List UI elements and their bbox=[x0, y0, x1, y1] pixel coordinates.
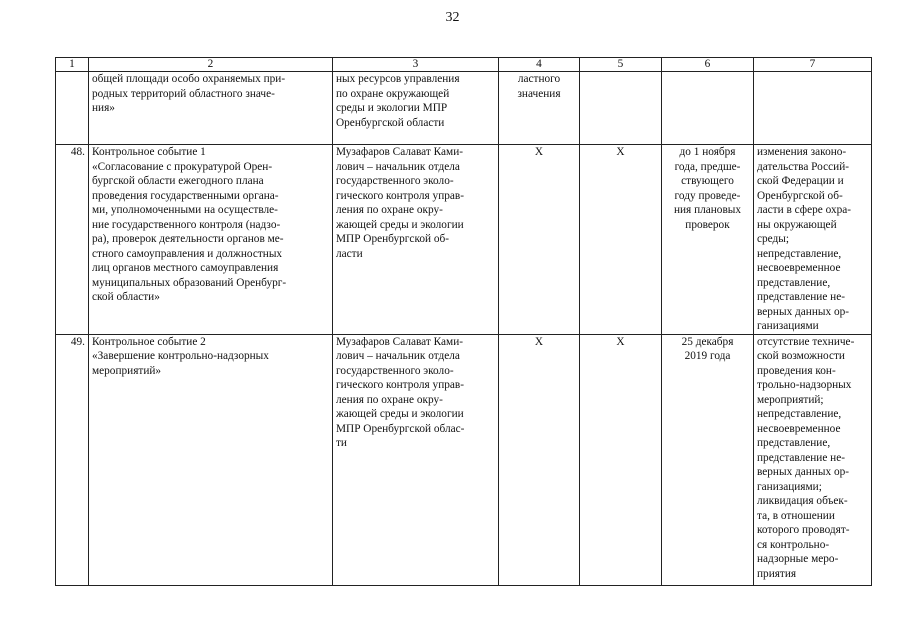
table-header-row bbox=[56, 58, 872, 72]
risks-cell: отсутствие техниче- ской возможности проведения кон- трольно-надзорных мероприятий; непредставление, несвоевременное представление, представление не- верных данных ор- ганизациями; ликвидация объек- та, в отношении которого проводят- ся контрольно- надзорные меро- приятия bbox=[754, 334, 872, 585]
column-header: 2 bbox=[89, 58, 333, 72]
risks-cell bbox=[754, 72, 872, 145]
risks-cell: изменения законо- дательства Россий- ской Федерации и Оренбургской об- ласти в сфере охра- ны окружающей среды; непредставление, несвоевременное представление, представление не- верных данных ор- ганизациями bbox=[754, 145, 872, 335]
row-number-cell: 48. bbox=[56, 145, 89, 335]
page-number: 32 bbox=[445, 10, 460, 25]
row-number-cell: 49. bbox=[56, 334, 89, 585]
table-row bbox=[56, 72, 872, 145]
column-header: 1 bbox=[56, 58, 89, 72]
level-cell: ластного значения bbox=[499, 72, 580, 145]
responsible-cell: Музафаров Салават Ками- лович – начальник отдела государственного эколо- гического контроля управ- ления по охране окру- жающей среды и экологии МПР Оренбургской облас- ти bbox=[333, 334, 499, 585]
col5-cell: Х bbox=[580, 145, 662, 335]
level-cell: Х bbox=[499, 145, 580, 335]
responsible-cell: Музафаров Салават Ками- лович – начальник отдела государственного эколо- гического контроля управ- ления по охране окру- жающей среды и экологии МПР Оренбургской об- ласти bbox=[333, 145, 499, 335]
column-header: 4 bbox=[499, 58, 580, 72]
responsible-cell: ных ресурсов управления по охране окружающей среды и экологии МПР Оренбургской области bbox=[333, 72, 499, 145]
deadline-cell bbox=[662, 72, 754, 145]
col5-cell bbox=[580, 72, 662, 145]
event-cell: общей площади особо охраняемых при- родных территорий областного значе- ния» bbox=[89, 72, 333, 145]
column-header: 5 bbox=[580, 58, 662, 72]
col5-cell: Х bbox=[580, 334, 662, 585]
level-cell: Х bbox=[499, 334, 580, 585]
row-number-cell bbox=[56, 72, 89, 145]
column-header: 6 bbox=[662, 58, 754, 72]
event-cell: Контрольное событие 1 «Согласование с прокуратурой Орен- бургской области ежегодного плана проведения государственными органа- ми, уполномоченными на осуществле- ние государственного контроля (надзо- ра), проверок деятельности органов ме- стного самоуправления и должностных лиц органов местного самоуправления муниципальных образований Оренбург- ской области» bbox=[89, 145, 333, 335]
event-cell: Контрольное событие 2 «Завершение контрольно-надзорных мероприятий» bbox=[89, 334, 333, 585]
column-header: 7 bbox=[754, 58, 872, 72]
column-header: 3 bbox=[333, 58, 499, 72]
table-row bbox=[56, 334, 872, 585]
document-table bbox=[55, 57, 872, 586]
table-row bbox=[56, 145, 872, 335]
deadline-cell: 25 декабря 2019 года bbox=[662, 334, 754, 585]
deadline-cell: до 1 ноября года, предше- ствующего году проведе- ния плановых проверок bbox=[662, 145, 754, 335]
